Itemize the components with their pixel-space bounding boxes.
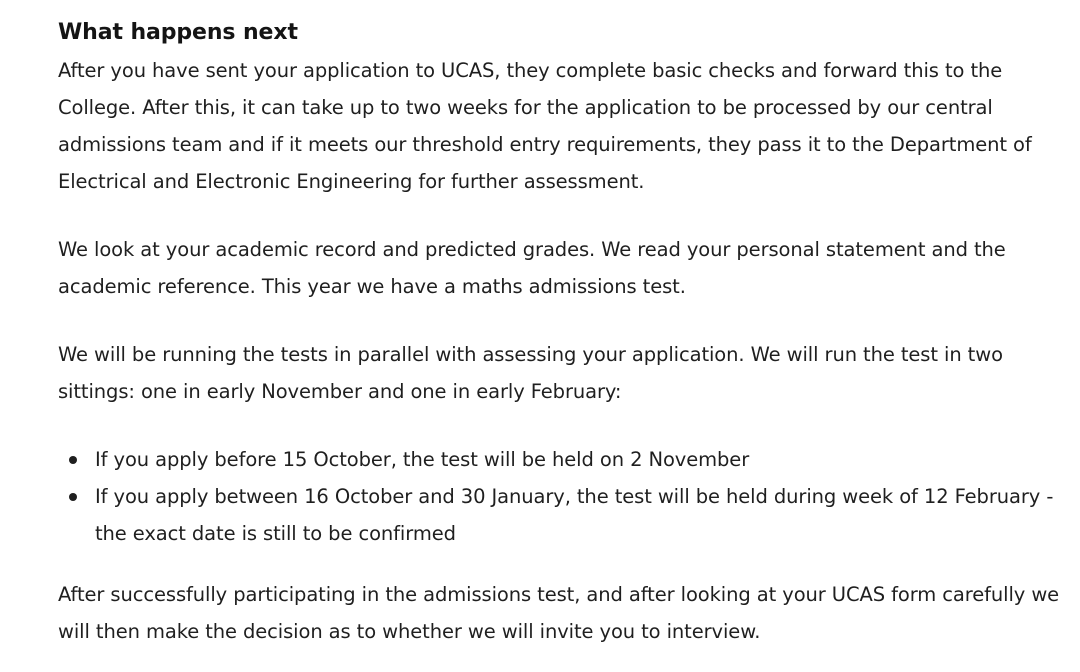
list-item-text: If you apply between 16 October and 30 January, the test will be held during week of 12 February - the exact date is still to be confirmed [95, 485, 1054, 545]
section-heading: What happens next [58, 20, 298, 45]
bullet-dot-icon [69, 493, 77, 501]
bullet-dot-icon [69, 456, 77, 464]
list-item [58, 478, 1068, 552]
list-item-text: If you apply before 15 October, the test will be held on 2 November [95, 448, 750, 471]
article-section [58, 14, 1068, 650]
paragraph-application-process: After you have sent your application to UCAS, they complete basic checks and forward this to the College. After this, it can take up to two weeks for the application to be processed by our central admissions team and if it meets our threshold entry requirements, they pass it to the Department of Electrical and Electronic Engineering for further assessment. [58, 59, 1032, 193]
paragraph-assessment: We look at your academic record and predicted grades. We read your personal statement and the academic reference. This year we have a maths admissions test. [58, 238, 1006, 298]
paragraph-interview-decision: After successfully participating in the admissions test, and after looking at your UCAS form carefully we will then make the decision as to whether we will invite you to interview. [58, 583, 1060, 643]
list-item [58, 441, 1068, 478]
test-dates-list [58, 441, 1068, 552]
paragraph-test-sittings: We will be running the tests in parallel with assessing your application. We will run the test in two sittings: one in early November and one in early February: [58, 343, 1003, 403]
